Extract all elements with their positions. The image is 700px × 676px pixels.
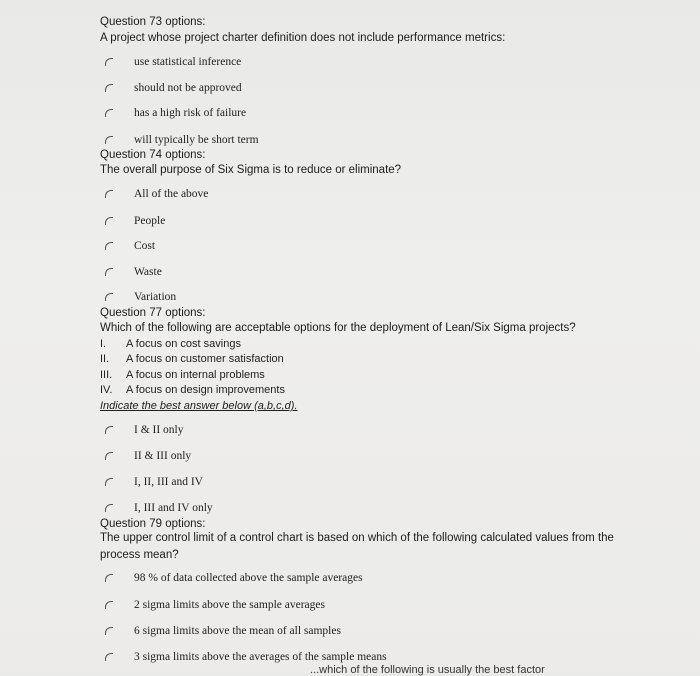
- option-label: I & II only: [134, 424, 184, 436]
- radio-icon[interactable]: [104, 451, 114, 461]
- option-label: will typically be short term: [134, 134, 259, 146]
- radio-icon[interactable]: [104, 573, 114, 583]
- option-label: People: [134, 215, 166, 227]
- q79-option-4[interactable]: [104, 651, 387, 663]
- radio-icon[interactable]: [104, 626, 114, 636]
- radio-icon[interactable]: [104, 57, 114, 67]
- q73-option-4[interactable]: [104, 134, 259, 146]
- roman-numeral: III.: [100, 369, 113, 381]
- roman-numeral: I.: [100, 338, 107, 350]
- q77-text: Which of the following are acceptable options for the deployment of Lean/Six Sigma projects?: [100, 322, 576, 334]
- q74-option-5[interactable]: [104, 291, 176, 303]
- item-text: A focus on design improvements: [126, 384, 285, 396]
- cutoff-text: ...which of the following is usually the best factor: [310, 664, 545, 676]
- q79-text: The upper control limit of a control chart is based on which of the following calculated values from the process mean?: [100, 532, 614, 561]
- q77-item-4: [100, 384, 285, 396]
- option-label: 98 % of data collected above the sample averages: [134, 572, 363, 584]
- radio-icon[interactable]: [104, 135, 114, 145]
- q77-item-3: [100, 369, 265, 381]
- radio-icon[interactable]: [104, 267, 114, 277]
- q74-title: Question 74 options:: [100, 149, 206, 161]
- roman-numeral: II.: [100, 353, 110, 365]
- option-label: Waste: [134, 266, 162, 278]
- radio-icon[interactable]: [104, 652, 114, 662]
- q73-text: A project whose project charter definition does not include performance metrics:: [100, 32, 506, 44]
- option-label: Variation: [134, 291, 177, 303]
- item-text: A focus on customer satisfaction: [126, 353, 284, 365]
- item-text: A focus on internal problems: [126, 369, 265, 381]
- option-label: I, III and IV only: [134, 502, 213, 514]
- q77-option-4[interactable]: [104, 502, 213, 514]
- option-label: 6 sigma limits above the mean of all samples: [134, 625, 341, 637]
- q74-option-3[interactable]: [104, 240, 155, 252]
- q77-option-1[interactable]: [104, 424, 184, 436]
- q79-title: Question 79 options:: [100, 518, 206, 530]
- option-label: I, II, III and IV: [134, 476, 203, 488]
- q73-option-3[interactable]: [104, 107, 246, 119]
- q73-option-2[interactable]: [104, 82, 242, 94]
- option-label: Cost: [134, 240, 156, 252]
- q74-option-2[interactable]: [104, 215, 165, 227]
- option-label: II & III only: [134, 450, 192, 462]
- option-label: 3 sigma limits above the averages of the sample means: [134, 651, 387, 663]
- q79-option-2[interactable]: [104, 599, 325, 611]
- radio-icon[interactable]: [104, 292, 114, 302]
- q77-option-3[interactable]: [104, 476, 203, 488]
- radio-icon[interactable]: [104, 189, 114, 199]
- q77-item-1: [100, 338, 241, 350]
- radio-icon[interactable]: [104, 477, 114, 487]
- option-label: has a high risk of failure: [134, 107, 247, 119]
- radio-icon[interactable]: [104, 600, 114, 610]
- q74-option-4[interactable]: [104, 266, 162, 278]
- q77-title: Question 77 options:: [100, 307, 206, 319]
- q74-option-1[interactable]: [104, 188, 208, 200]
- radio-icon[interactable]: [104, 503, 114, 513]
- q73-option-1[interactable]: [104, 56, 241, 68]
- option-label: All of the above: [134, 188, 209, 200]
- radio-icon[interactable]: [104, 216, 114, 226]
- q77-instruction: Indicate the best answer below (a,b,c,d).: [100, 400, 298, 412]
- radio-icon[interactable]: [104, 83, 114, 93]
- radio-icon[interactable]: [104, 108, 114, 118]
- q73-title: Question 73 options:: [100, 16, 206, 28]
- roman-numeral: IV.: [100, 384, 113, 396]
- option-label: should not be approved: [134, 82, 242, 94]
- option-label: 2 sigma limits above the sample averages: [134, 599, 325, 611]
- q74-text: The overall purpose of Six Sigma is to reduce or eliminate?: [100, 164, 402, 176]
- option-label: use statistical inference: [134, 56, 242, 68]
- q79-option-3[interactable]: [104, 625, 341, 637]
- q79-option-1[interactable]: [104, 572, 363, 584]
- radio-icon[interactable]: [104, 425, 114, 435]
- q77-option-2[interactable]: [104, 450, 191, 462]
- q77-item-2: [100, 353, 284, 365]
- radio-icon[interactable]: [104, 241, 114, 251]
- item-text: A focus on cost savings: [126, 338, 241, 350]
